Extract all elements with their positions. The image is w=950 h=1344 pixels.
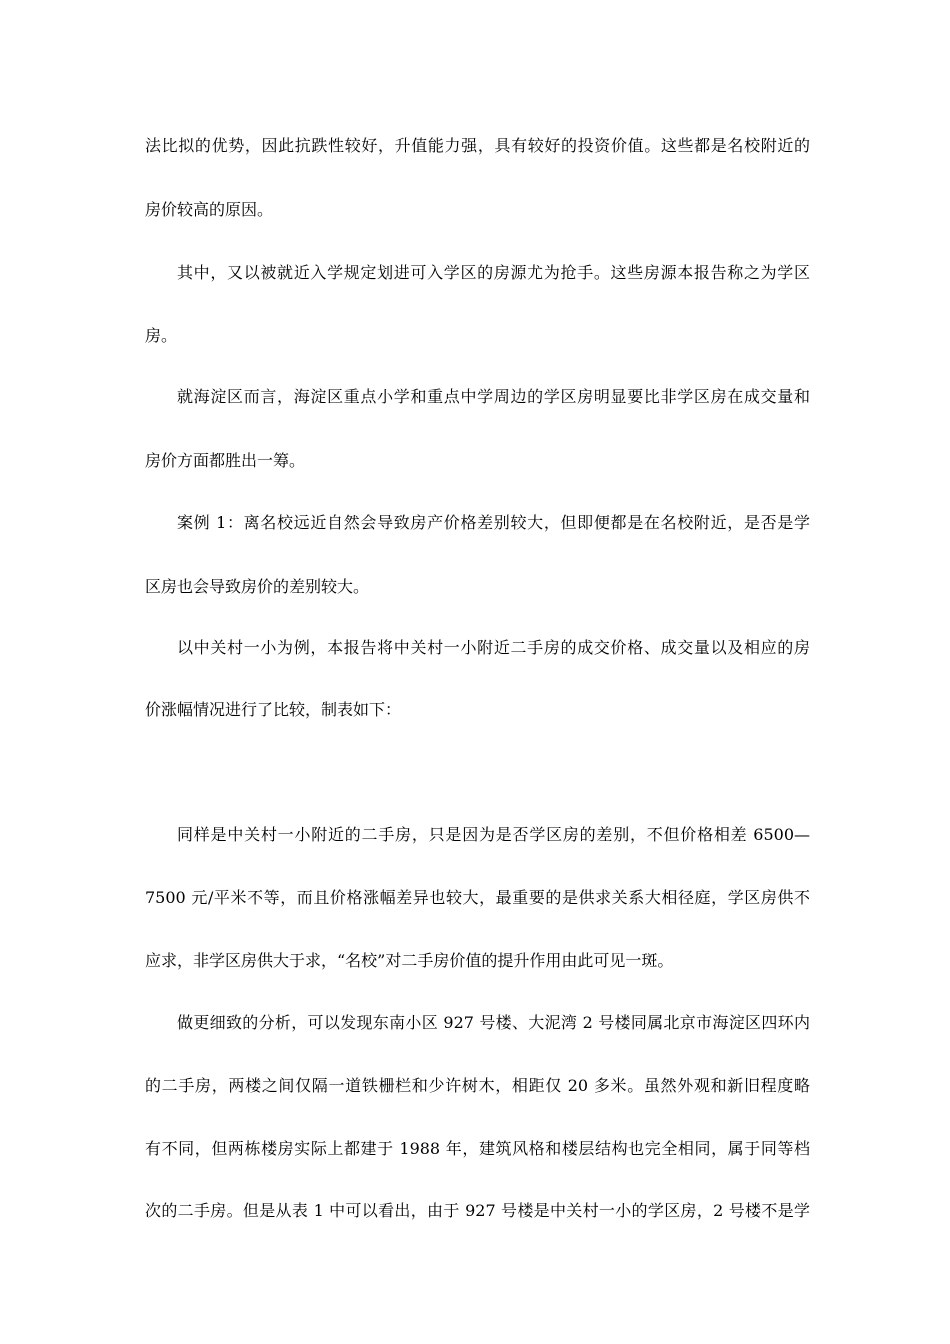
paragraph-line: 应求，非学区房供大于求，“名校”对二手房价值的提升作用由此可见一斑。 [145,951,674,970]
paragraph-line: 房。 [145,326,178,345]
paragraph-line: 区房也会导致房价的差别较大。 [145,577,370,596]
paragraph-line: 就海淀区而言，海淀区重点小学和重点中学周边的学区房明显要比非学区房在成交量和 [177,387,810,406]
paragraph-line: 以中关村一小为例，本报告将中关村一小附近二手房的成交价格、成交量以及相应的房 [177,638,810,657]
paragraph-line: 法比拟的优势，因此抗跌性较好，升值能力强，具有较好的投资价值。这些都是名校附近的 [145,136,810,155]
paragraph-line: 价涨幅情况进行了比较，制表如下： [145,700,402,719]
paragraph-line: 有不同，但两栋楼房实际上都建于 1988 年，建筑风格和楼层结构也完全相同，属于同等档 [145,1139,810,1158]
paragraph-line: 其中，又以被就近入学规定划进可入学区的房源尤为抢手。这些房源本报告称之为学区 [177,263,810,282]
paragraph-line: 的二手房，两楼之间仅隔一道铁栅栏和少许树木，相距仅 20 多米。虽然外观和新旧程度略 [145,1076,810,1095]
paragraph-line: 案例 1：离名校远近自然会导致房产价格差别较大，但即便都是在名校附近，是否是学 [177,513,810,532]
paragraph-line: 房价较高的原因。 [145,200,274,219]
paragraph-line: 做更细致的分析，可以发现东南小区 927 号楼、大泥湾 2 号楼同属北京市海淀区四环内 [177,1013,810,1032]
paragraph-line: 次的二手房。但是从表 1 中可以看出，由于 927 号楼是中关村一小的学区房，2 号楼不是学 [145,1201,810,1220]
paragraph-line: 房价方面都胜出一筹。 [145,451,306,470]
paragraph-line: 7500 元/平米不等，而且价格涨幅差异也较大，最重要的是供求关系大相径庭，学区房供不 [145,888,810,907]
paragraph-line: 同样是中关村一小附近的二手房，只是因为是否学区房的差别，不但价格相差 6500— [177,825,810,844]
